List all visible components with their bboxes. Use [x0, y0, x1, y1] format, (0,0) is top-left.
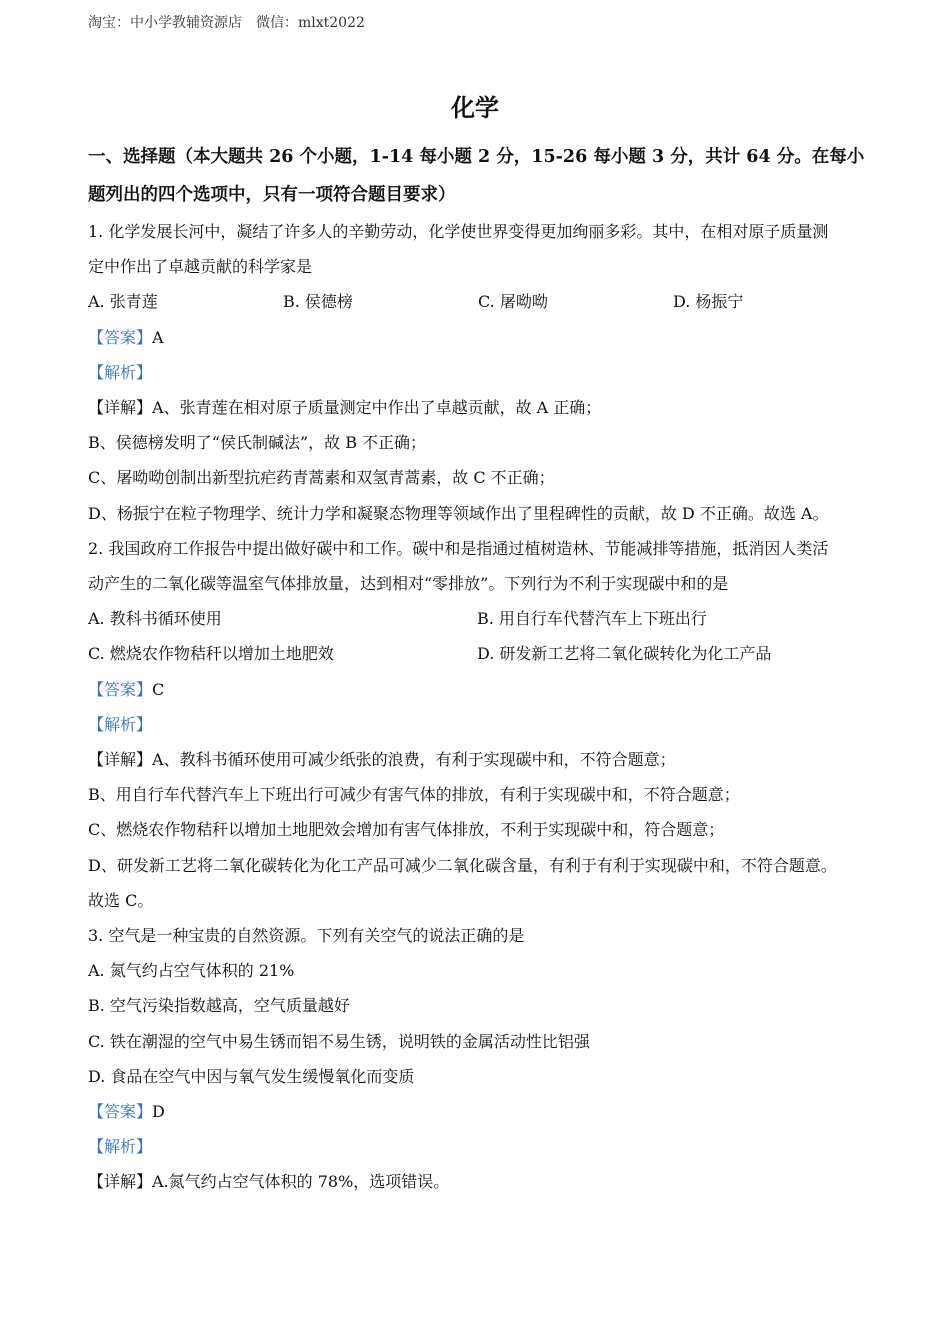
- detail-tag: 【详解】: [88, 398, 153, 418]
- q1-detail-line2: B、侯德榜发明了“侯氏制碱法”，故 B 不正确；: [88, 433, 427, 453]
- section-heading-line2: 题列出的四个选项中，只有一项符合题目要求）: [88, 185, 456, 205]
- q1-options: [88, 284, 868, 319]
- q2-detail-line3: C、燃烧农作物秸秆以增加土地肥效会增加有害气体排放，不利于实现碳中和，符合题意；: [88, 820, 725, 840]
- q1-option-a: A. 张青莲: [88, 292, 158, 312]
- q1-answer: [88, 320, 868, 355]
- analysis-tag: 【解析】: [88, 714, 153, 734]
- q2-detail-line2: B、用自行车代替汽车上下班出行可减少有害气体的排放，有利于实现碳中和，不符合题意；: [88, 785, 740, 805]
- q1-answer-value: A: [152, 327, 164, 347]
- q3-option-a: A. 氮气约占空气体积的 21%: [88, 961, 295, 981]
- q3-stem: 3. 空气是一种宝贵的自然资源。下列有关空气的说法正确的是: [88, 926, 525, 946]
- q3-option-c: C. 铁在潮湿的空气中易生锈而铝不易生锈，说明铁的金属活动性比铝强: [88, 1031, 590, 1051]
- q2-option-d: D. 研发新工艺将二氧化碳转化为化工产品: [477, 644, 772, 664]
- q2-detail-line4: D、研发新工艺将二氧化碳转化为化工产品可减少二氧化碳含量，有利于有利于实现碳中和，不符合题意。: [88, 855, 837, 875]
- q2-answer-value: C: [152, 679, 165, 699]
- q2-detail-text: A、教科书循环使用可减少纸张的浪费，有利于实现碳中和，不符合题意；: [152, 750, 676, 770]
- q2-option-c: C. 燃烧农作物秸秆以增加土地肥效: [88, 644, 334, 664]
- q2-stem-line1: 2. 我国政府工作报告中提出做好碳中和工作。碳中和是指通过植树造林、节能减排等措施，抵消因人类活: [88, 538, 829, 558]
- q2-options-row1: [88, 601, 868, 636]
- answer-tag: 【答案】: [88, 679, 153, 699]
- q1-option-c: C. 屠呦呦: [478, 292, 548, 312]
- q2-options-row2: [88, 636, 868, 671]
- page-title: 化学: [451, 93, 499, 122]
- q2-option-a: A. 教科书循环使用: [88, 609, 222, 629]
- analysis-tag: 【解析】: [88, 1137, 153, 1157]
- q1-option-d: D. 杨振宁: [673, 292, 744, 312]
- q1-stem-line1: 1. 化学发展长河中，凝结了许多人的辛勤劳动，化学使世界变得更加绚丽多彩。其中，在相对原子质量测: [88, 222, 829, 241]
- header-note: 淘宝：中小学教辅资源店 微信：mlxt2022: [88, 15, 365, 31]
- q1-detail-text: A、张青莲在相对原子质量测定中作出了卓越贡献，故 A 正确；: [152, 398, 602, 418]
- q3-answer-value: D: [152, 1102, 165, 1122]
- q2-answer: [88, 672, 868, 707]
- answer-tag: 【答案】: [88, 1102, 153, 1122]
- q1-stem-line2: 定中作出了卓越贡献的科学家是: [88, 257, 313, 277]
- q3-answer: [88, 1094, 868, 1129]
- q2-option-b: B. 用自行车代替汽车上下班出行: [477, 609, 707, 629]
- section-heading-line1: 一、选择题（本大题共 26 个小题，1-14 每小题 2 分，15-26 每小题 3 分，共计 64 分。在每小: [88, 147, 865, 167]
- analysis-tag: 【解析】: [88, 362, 153, 382]
- q3-analysis: [88, 1129, 868, 1164]
- document-body: [88, 138, 868, 1200]
- q1-detail-line1: [88, 390, 868, 425]
- detail-tag: 【详解】: [88, 1172, 153, 1192]
- q1-option-b: B. 侯德榜: [283, 292, 353, 312]
- q1-detail-line3: C、屠呦呦创制出新型抗疟药青蒿素和双氢青蒿素，故 C 不正确；: [88, 468, 555, 488]
- q3-option-b: B. 空气污染指数越高，空气质量越好: [88, 996, 350, 1016]
- q3-detail-line1: [88, 1164, 868, 1199]
- q1-analysis: [88, 355, 868, 390]
- q1-detail-line4: D、杨振宁在粒子物理学、统计力学和凝聚态物理等领域作出了里程碑性的贡献，故 D 不正确。故选 A。: [88, 503, 829, 523]
- q2-stem-line2: 动产生的二氧化碳等温室气体排放量，达到相对“零排放”。下列行为不利于实现碳中和的是: [88, 574, 729, 594]
- q2-detail-line1: [88, 742, 868, 777]
- q3-option-d: D. 食品在空气中因与氧气发生缓慢氧化而变质: [88, 1066, 415, 1086]
- detail-tag: 【详解】: [88, 750, 153, 770]
- q3-detail-text: A.氮气约占空气体积的 78%，选项错误。: [152, 1172, 450, 1192]
- answer-tag: 【答案】: [88, 327, 153, 347]
- q2-detail-line5: 故选 C。: [88, 890, 154, 910]
- q2-analysis: [88, 707, 868, 742]
